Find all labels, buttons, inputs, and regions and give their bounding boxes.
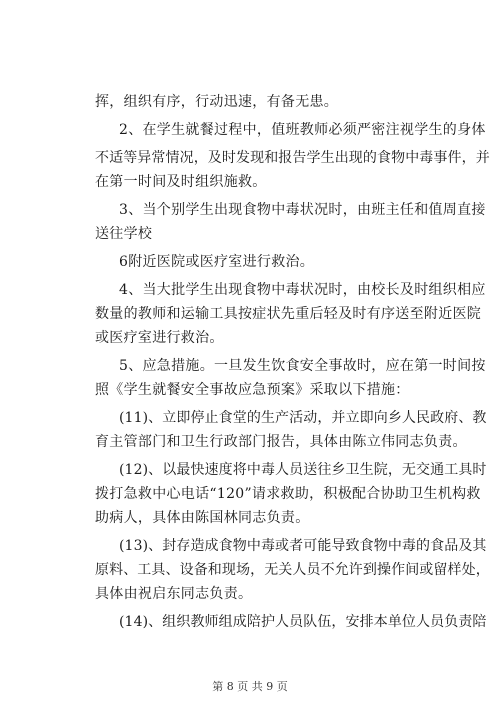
page-number: 第 8 页 共 9 页	[212, 680, 288, 693]
text-line: 在第一时间及时组织施救。	[95, 174, 267, 190]
text-line: 3、当个别学生出现食物中毒状况时，由班主任和值周直接	[119, 202, 486, 218]
text-line: 数量的教师和运输工具按症状先重后轻及时有序送至附近医院	[95, 306, 482, 322]
text-line: 育主管部门和卫生行政部门报告，具体由陈立伟同志负责。	[95, 434, 467, 450]
text-line: 送往学校	[95, 226, 153, 242]
text-line: 5、应急措施。一旦发生饮食安全事故时，应在第一时间按	[119, 358, 486, 374]
text-line: 具体由祝启东同志负责。	[95, 586, 253, 602]
text-line: (14)、组织教师组成陪护人员队伍，安排本单位人员负责陪	[119, 614, 487, 630]
text-line: 挥，组织有序，行动迅速，有备无患。	[95, 94, 339, 110]
text-line: (12)、以最快速度将中毒人员送往乡卫生院，无交通工具时	[119, 462, 487, 478]
text-line: 6附近医院或医疗室进行救治。	[119, 254, 315, 270]
text-line: 原料、工具、设备和现场，无关人员不允许到操作间或留样处，	[95, 562, 490, 578]
text-line: 不适等异常情况，及时发现和报告学生出现的食物中毒事件，并	[95, 150, 490, 166]
text-line: 助病人，具体由陈国林同志负责。	[95, 510, 310, 526]
text-line: 2、在学生就餐过程中，值班教师必须严密注视学生的身体	[119, 122, 486, 138]
text-line: 拨打急救中心电话“120”请求救助，积极配合协助卫生机构救	[95, 486, 481, 502]
text-line: 4、当大批学生出现食物中毒状况时，由校长及时组织相应	[119, 282, 486, 298]
text-line: 或医疗室进行救治。	[95, 330, 224, 346]
text-line: (13)、封存造成食物中毒或者可能导致食物中毒的食品及其	[119, 538, 487, 554]
text-line: (11)、立即停止食堂的生产活动，并立即向乡人民政府、教	[119, 410, 487, 426]
text-line: 照《学生就餐安全事故应急预案》采取以下措施：	[95, 382, 410, 398]
